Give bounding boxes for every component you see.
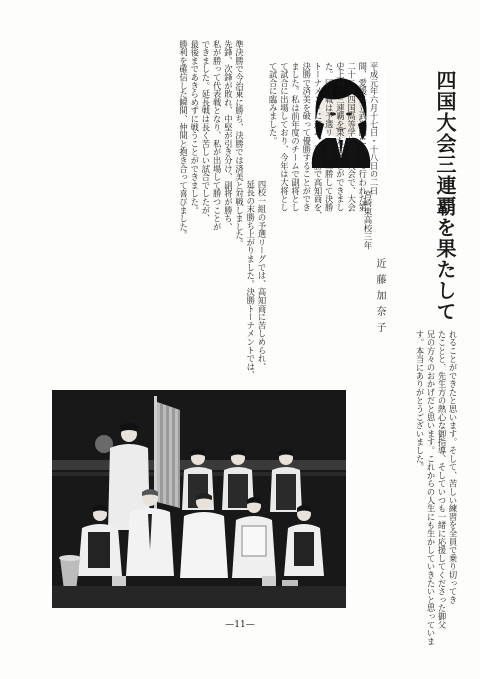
body-line: 私が勝って代表戦となり、私が出場して勝つことが	[212, 40, 223, 231]
body-line: 四校一組の予選リーグでは、高知商に苦しめられ、	[256, 180, 267, 371]
body-line: た。団体戦は予選リーグを二勝して決勝	[324, 62, 335, 212]
author-name: 近藤加奈子	[374, 258, 385, 338]
body-line: 勝利を確信した瞬間、仲間と抱き合って喜びました。	[178, 40, 189, 240]
body-line: 先鋒、次鋒が敗れ、中堅が引き分け、副将が勝ち、	[223, 40, 234, 231]
body-line: て試合に出場しており、今年は大将とし	[279, 62, 290, 212]
body-line: 間、愛媛県立武道館において行われた第	[357, 62, 368, 212]
body-line: 決勝で済美を破って優勝することができ	[301, 62, 312, 212]
body-line: ました。私は前年度のチームで副将とし	[290, 62, 301, 212]
team-photo-image	[52, 390, 346, 608]
body-line: たことと、先生方の熱心な御指導、そしていつも一緒に応援してくださった御父	[437, 330, 447, 629]
body-line: す。本当にありがとうございました。	[415, 330, 425, 472]
body-line: 最後まであきらめずに戦うことができました。	[189, 40, 200, 215]
body-line: れることができたと思います。そして、苦しい練習を全員で乗り切ってき	[448, 330, 458, 604]
body-line: 兄の方々のおかげだと思います。これからの人生にも生かしていきたいと思っていま	[426, 330, 436, 646]
body-line: て試合に臨みました。	[268, 62, 279, 145]
body-line: 史上初の三連覇を果たすことができまし	[335, 62, 346, 212]
body-line: 二十二回四国高等学校剣道大会で、大会	[346, 62, 357, 212]
author-school: 宮崎東高校三年	[362, 190, 372, 250]
body-line: トーナメントに進み、準決勝で高知商を、	[312, 62, 323, 220]
body-line: 延長の末勝ち上がりました。決勝トーナメントでは、	[245, 180, 256, 380]
article-body-upper	[39, 40, 379, 380]
body-line: できました。延長戦は長く苦しい試合でしたが、	[200, 40, 211, 223]
article-title: 四国大会三連覇を果たして	[433, 70, 457, 322]
body-line: 準決勝で今治東に勝ち、決勝では済美と対戦しました。	[234, 40, 245, 248]
body-line: 平成元年六月十七日・十八日の二日	[369, 62, 379, 195]
page-number: —11—	[225, 620, 255, 630]
